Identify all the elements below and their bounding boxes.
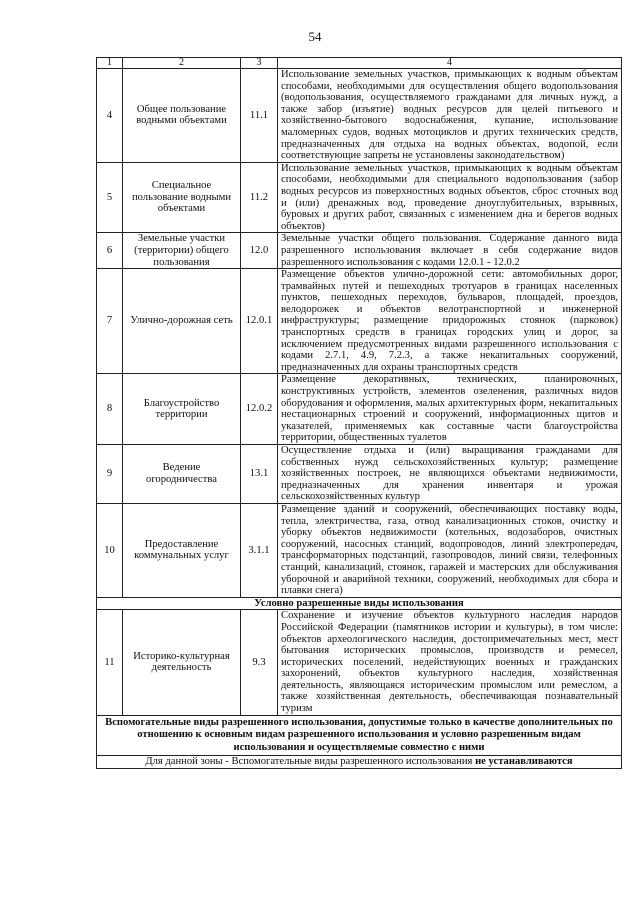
header-col-1: 1	[97, 58, 123, 69]
use-name: Предоставление коммунальных услуг	[123, 503, 241, 597]
use-name: Общее пользование водными объектами	[123, 69, 241, 163]
use-code: 12.0.1	[241, 269, 278, 374]
auxiliary-note-text: Для данной зоны - Вспомогательные виды разрешенного использования	[145, 756, 473, 768]
use-name: Историко-культурная деятельность	[123, 610, 241, 715]
row-number: 10	[97, 503, 123, 597]
section-conditional-heading: Условно разрешенные виды использования	[97, 597, 622, 610]
auxiliary-note-emphasis: не устанавливаются	[475, 756, 573, 768]
use-description: Использование земельных участков, примыкающих к водным объектам способами, необходимыми для осуществления общего водопользования (водопользования, осуществляемого гражданами для личных нужд, а также забор (изъятие) водных ресурсов для целей питьевого и хозяйственно-бытового водоснабжения, купание, использование маломерных судов, водных мотоциклов и других технических средств, предназначенных для отдыха на водных объектах, водопой, если соответствующие запреты не установлены законодательством)	[278, 69, 622, 163]
use-code: 3.1.1	[241, 503, 278, 597]
table-row	[97, 69, 622, 163]
use-description: Земельные участки общего пользования. Содержание данного вида разрешенного использования включает в себя содержание видов разрешенного использования с кодами 12.0.1 - 12.0.2	[278, 233, 622, 269]
use-code: 12.0.2	[241, 374, 278, 445]
page-number: 54	[308, 29, 322, 44]
auxiliary-note-row	[97, 756, 622, 769]
row-number: 4	[97, 69, 123, 163]
use-code: 11.1	[241, 69, 278, 163]
table-header-row	[97, 58, 622, 69]
auxiliary-heading: Вспомогательные виды разрешенного использования, допустимые только в качестве дополнительных по отношению к основным видам разрешенного использования и условно разрешенным видам использования и осуществляемые совместно с ними	[97, 715, 622, 756]
land-use-table	[96, 57, 622, 769]
use-description: Использование земельных участков, примыкающих к водным объектам способами, необходимыми для специального водопользования (забор водных ресурсов из поверхностных водных объектов, сброс сточных вод и (или) дренажных вод, проведение дноуглубительных, взрывных, буровых и других работ, связанных с изменением дна и берегов водных объектов)	[278, 162, 622, 233]
table-row	[97, 503, 622, 597]
table-row	[97, 610, 622, 715]
table-row	[97, 445, 622, 504]
table-row	[97, 233, 622, 269]
use-name: Специальное пользование водными объектами	[123, 162, 241, 233]
use-name: Улично-дорожная сеть	[123, 269, 241, 374]
use-code: 12.0	[241, 233, 278, 269]
use-code: 11.2	[241, 162, 278, 233]
table-row	[97, 374, 622, 445]
table-row	[97, 162, 622, 233]
row-number: 8	[97, 374, 123, 445]
use-description: Размещение зданий и сооружений, обеспечивающих поставку воды, тепла, электричества, газа, отвод канализационных стоков, очистку и уборку объектов недвижимости (котельных, водозаборов, очистных сооружений, насосных станций, водопроводов, линий электропередач, трансформаторных подстанций, газопроводов, линий связи, телефонных станций, канализаций, стоянок, гаражей и мастерских для обслуживания уборочной и аварийной техники, сооружений, необходимых для сбора и плавки снега)	[278, 503, 622, 597]
header-col-2: 2	[123, 58, 241, 69]
row-number: 6	[97, 233, 123, 269]
table-row	[97, 269, 622, 374]
use-name: Земельные участки (территории) общего пользования	[123, 233, 241, 269]
row-number: 7	[97, 269, 123, 374]
use-code: 9.3	[241, 610, 278, 715]
row-number: 11	[97, 610, 123, 715]
auxiliary-note	[97, 756, 622, 769]
row-number: 9	[97, 445, 123, 504]
use-name: Ведение огородничества	[123, 445, 241, 504]
header-col-4: 4	[278, 58, 622, 69]
row-number: 5	[97, 162, 123, 233]
section-heading-row	[97, 597, 622, 610]
use-name: Благоустройство территории	[123, 374, 241, 445]
use-description: Размещение объектов улично-дорожной сети: автомобильных дорог, трамвайных путей и пешеходных тротуаров в границах населенных пунктов, пешеходных переходов, бульваров, площадей, проездов, велодорожек и объектов велотранспортной и инженерной инфраструктуры; размещение придорожных стоянок (парковок) транспортных средств в границах городских улиц и дорог, за исключением предусмотренных видами разрешенного использования с кодами 2.7.1, 4.9, 7.2.3, а также некапитальных сооружений, предназначенных для охраны транспортных средств	[278, 269, 622, 374]
header-col-3: 3	[241, 58, 278, 69]
use-description: Сохранение и изучение объектов культурного наследия народов Российской Федерации (памятников истории и культуры), в том числе: объектов археологического наследия, достопримечательных мест, мест бытования исторических промыслов, производств и ремесел, исторических поселений, недействующих военных и гражданских захоронений, объектов культурного наследия, хозяйственная деятельность, являющаяся историческим промыслом или ремеслом, а также хозяйственная деятельность, обеспечивающая познавательный туризм	[278, 610, 622, 715]
use-code: 13.1	[241, 445, 278, 504]
auxiliary-heading-row	[97, 715, 622, 756]
use-description: Осуществление отдыха и (или) выращивания гражданами для собственных нужд сельскохозяйственных культур; размещение хозяйственных построек, не являющихся объектами недвижимости, предназначенных для хранения инвентаря и урожая сельскохозяйственных культур	[278, 445, 622, 504]
use-description: Размещение декоративных, технических, планировочных, конструктивных устройств, элементов озеленения, различных видов оборудования и оформления, малых архитектурных форм, некапитальных нестационарных строений и сооружений, информационных щитов и указателей, применяемых как составные части благоустройства территории, общественных туалетов	[278, 374, 622, 445]
